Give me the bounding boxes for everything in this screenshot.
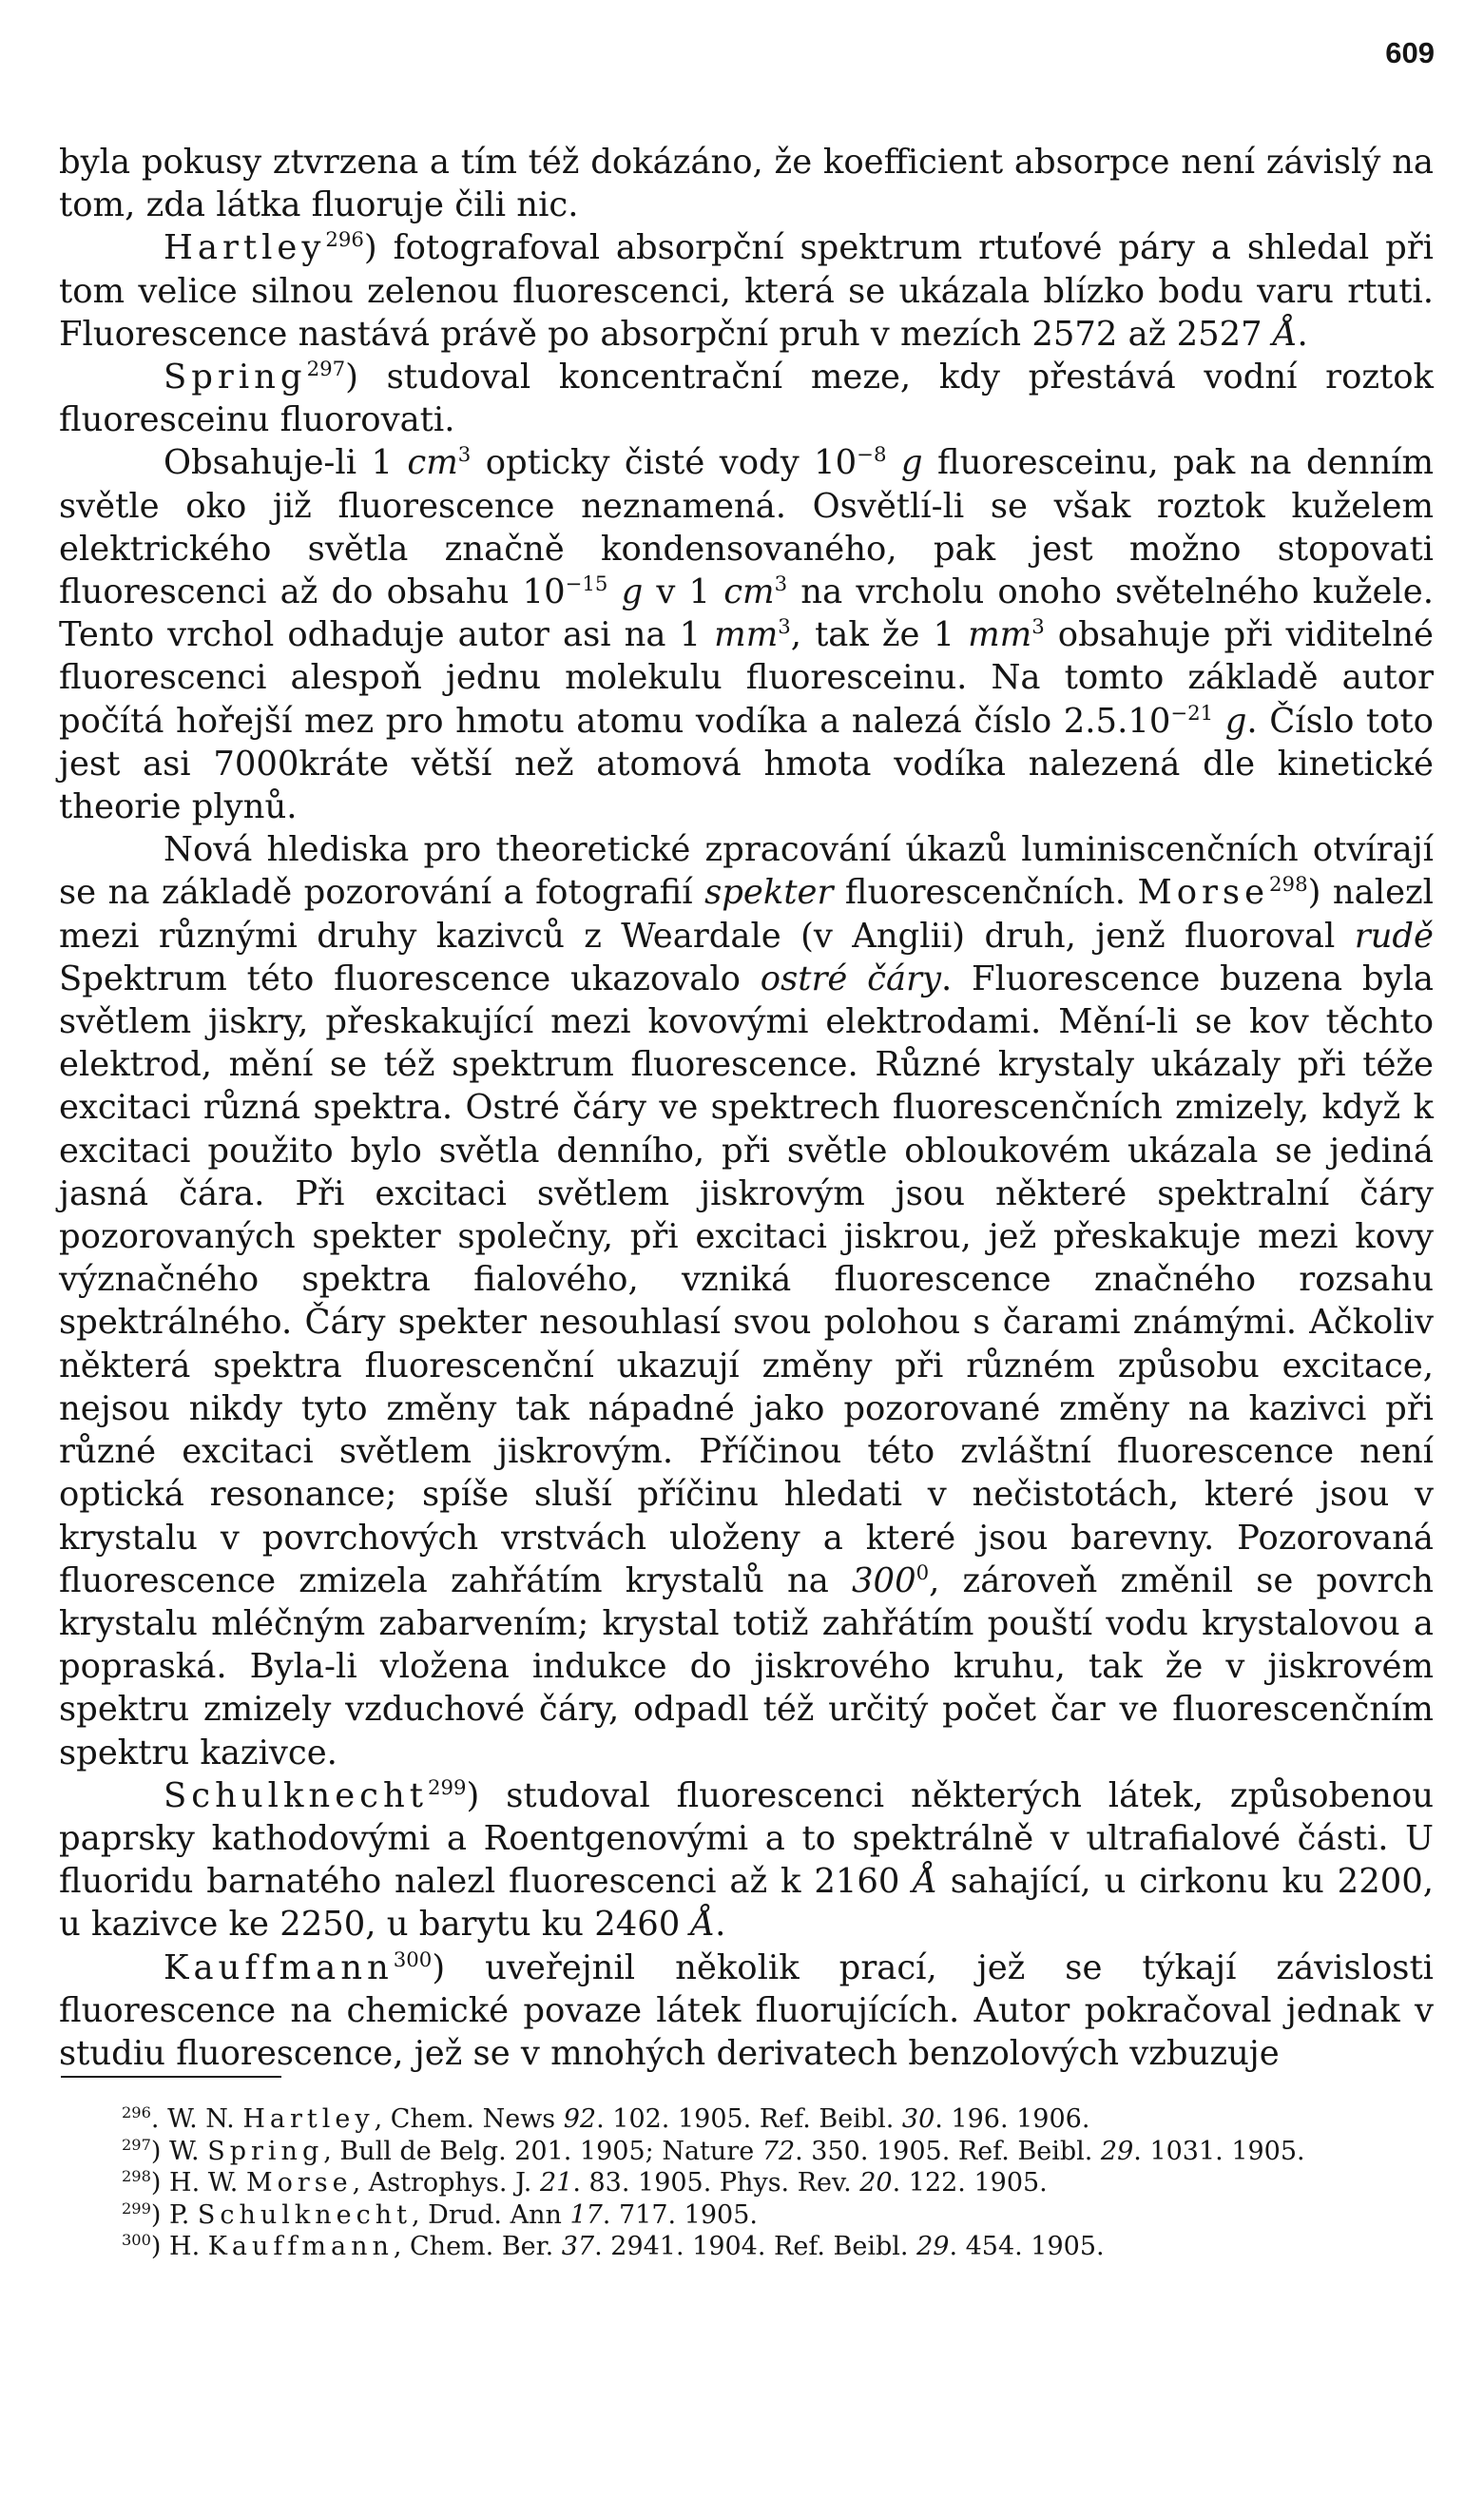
footnotes <box>59 2103 1434 2263</box>
footnote-text: . 83. 1905. Phys. Rev. <box>572 2168 860 2198</box>
author-name: Spring <box>207 2136 324 2166</box>
italic-text: mm <box>714 615 779 655</box>
footnote-text: , Astrophys. J. <box>352 2168 540 2198</box>
author-name: Hartley <box>242 2104 375 2134</box>
italic-text: g <box>900 443 923 483</box>
author-name: Hartley <box>164 228 326 268</box>
footnote-text: , Bull de Belg. 201. 1905; Nature <box>323 2136 762 2166</box>
paragraph-text: Obsahuje-li 1 <box>164 443 408 483</box>
paragraph-text: opticky čisté vody 10 <box>471 443 858 483</box>
superscript: 296 <box>325 228 364 253</box>
footnote-text: . 2941. 1904. Ref. Beibl. <box>594 2232 917 2261</box>
superscript: 3 <box>778 615 791 640</box>
paragraph-text: fluoresceinu, pak na denním světle oko již fluorescence neznamená. Osvětlí-li se však roztok kuželem elektrického světla značně kondensovaného, pak jest možno stopovati fluorescenci až do obsahu 10 <box>59 443 1435 612</box>
paragraph-text: . <box>1297 314 1308 354</box>
author-name: Kauffmann <box>207 2232 394 2261</box>
superscript: 299 <box>428 1775 467 1800</box>
paragraph-text: na vrcholu onoho světelného kužele. Tento vrchol odhaduje autor asi na 1 <box>59 572 1435 655</box>
footnote-text: , Chem. Ber. <box>393 2232 562 2261</box>
paragraph-text <box>886 443 900 482</box>
footnote-text: ) H. <box>150 2232 208 2261</box>
superscript: 3 <box>457 443 472 468</box>
paragraph-text: obsahuje při viditelné fluorescenci alespoň jednu molekulu fluoresceinu. Na tomto základě autor počítá hořejší mez pro hmotu atomu vodíka a nalezá číslo 2.5.10 <box>59 615 1434 741</box>
author-name: Schulknecht <box>197 2199 413 2230</box>
footnote-text: ) H. W. <box>150 2168 246 2198</box>
paragraph <box>59 1947 1434 2076</box>
italic-text: Å <box>690 1905 716 1945</box>
author-name: Morse <box>245 2168 353 2198</box>
superscript: 3 <box>774 572 788 597</box>
paragraph <box>59 226 1434 356</box>
footnote <box>59 2231 1434 2263</box>
page-number: 609 <box>1385 36 1435 69</box>
italic-text: 21 <box>539 2168 573 2198</box>
paragraph-text: ) uveřejnil několik prací, jež se týkají závislosti fluorescence na chemické povaze látek fluorujících. Autor pokračoval jednak v studiu fluorescence, jež se v mnohých derivatech benzolových vzbuzuje <box>59 1947 1434 2073</box>
footnote <box>59 2136 1434 2168</box>
superscript: 3 <box>1031 615 1045 640</box>
footnote-text: . 350. 1905. Ref. Beibl. <box>795 2136 1101 2166</box>
footnote <box>59 2103 1434 2136</box>
superscript: −21 <box>1170 701 1214 726</box>
italic-text: 92 <box>563 2104 597 2134</box>
footnote <box>59 2167 1434 2199</box>
paragraph-text: . <box>715 1905 726 1945</box>
paragraph <box>59 1774 1434 1947</box>
superscript: 299 <box>122 2198 151 2218</box>
superscript: 297 <box>306 358 346 382</box>
superscript: −8 <box>857 443 887 468</box>
paragraph-text: sahající, u cirkonu ku 2200, u kazivce ke 2250, u barytu ku 2460 <box>59 1862 1434 1945</box>
italic-text: 37 <box>561 2232 595 2261</box>
footnote-divider <box>61 2076 281 2078</box>
superscript: 298 <box>1269 873 1308 898</box>
superscript: 296 <box>122 2103 151 2121</box>
italic-text: 20 <box>859 2168 893 2198</box>
paragraph-text: v 1 <box>643 572 724 612</box>
italic-text: rudě <box>1354 916 1434 956</box>
italic-text: ostré čáry <box>760 959 941 998</box>
paragraph-text: byla pokusy ztvrzena a tím též dokázáno, že koefficient absorpce není závislý na tom, zda látka fluoruje čili nic. <box>59 143 1434 225</box>
paragraph-text: , zároveň změnil se povrch krystalu mléčným zabarvením; krystal totiž zahřátím pouští vodu krystalovou a popraská. Byla-li vložena indukce do jiskrového kruhu, tak že v jiskrovém spektru zmizely vzduchové čáry, odpadl též určitý počet čar ve fluorescenčním spektru kazivce. <box>59 1560 1434 1772</box>
paragraph <box>59 828 1434 1773</box>
italic-text: 17 <box>569 2199 603 2230</box>
footnote-text: . 717. 1905. <box>602 2199 758 2230</box>
italic-text: spekter <box>704 873 834 913</box>
footnote-text: ) P. <box>150 2199 198 2230</box>
footnote <box>59 2199 1434 2232</box>
paragraph-text: ) studoval fluorescenci některých látek, způsobenou paprsky kathodovými a Roentgenovými a to spektrálně v ultrafialové části. U fluoridu barnatého nalezl fluorescenci až k 2160 <box>59 1775 1434 1902</box>
paragraph-text: . Číslo toto jest asi 7000kráte větší než atomová hmota vodíka nalezená dle kinetické theorie plynů. <box>59 701 1434 827</box>
superscript: 300 <box>393 1947 433 1972</box>
italic-text: 300 <box>852 1560 916 1600</box>
paragraph-text: ) nalezl mezi různými druhy kazivců z Weardale (v Anglii) druh, jenž fluoroval <box>59 873 1434 956</box>
superscript: 300 <box>122 2231 151 2249</box>
superscript: 0 <box>915 1560 930 1585</box>
superscript: 297 <box>122 2135 151 2154</box>
paragraph <box>59 141 1434 226</box>
italic-text: 72 <box>761 2136 796 2166</box>
italic-text: g <box>1224 701 1247 741</box>
italic-text: cm <box>723 572 775 612</box>
italic-text: cm <box>407 443 458 483</box>
footnote-text: . 102. 1905. Ref. Beibl. <box>596 2104 902 2134</box>
italic-text: Å <box>913 1862 937 1902</box>
paragraph-text: Spektrum této fluorescence ukazovalo <box>59 959 761 998</box>
author-name: Schulknecht <box>164 1775 428 1815</box>
superscript: 298 <box>122 2167 151 2185</box>
paragraph-text <box>1213 702 1225 741</box>
paragraph-text <box>607 572 621 611</box>
footnote-text: . 1031. 1905. <box>1133 2136 1305 2166</box>
paragraph-text: ) fotografoval absorpční spektrum rtuťové páry a shledal při tom velice silnou zelenou fluorescenci, která se ukázala blízko bodu varu rtuti. Fluorescence nastává právě po absorpční pruh v mezích 2572 až 2527 <box>59 228 1434 354</box>
paragraph-text: Nová hlediska pro theoretické zpracování úkazů luminiscenčních otvírají se na základě pozorování a fotografií <box>59 830 1434 913</box>
author-name: Spring <box>164 358 307 397</box>
body-text <box>59 141 1434 2075</box>
footnote-text: , Chem. News <box>374 2104 564 2134</box>
italic-text: 30 <box>901 2104 935 2134</box>
italic-text: 29 <box>1100 2136 1134 2166</box>
italic-text: Å <box>1272 314 1298 354</box>
footnote-text: . 122. 1905. <box>892 2168 1048 2198</box>
footnote-text: ) W. <box>150 2136 208 2166</box>
footnote-text: . W. N. <box>150 2104 243 2134</box>
paragraph-text: fluorescenčních. <box>833 873 1138 913</box>
author-name: Kauffmann <box>164 1947 394 1987</box>
author-name: Morse <box>1137 873 1270 913</box>
footnote-text: , Drud. Ann <box>412 2199 570 2230</box>
italic-text: mm <box>968 615 1032 655</box>
italic-text: g <box>621 572 644 612</box>
paragraph-text: , tak že 1 <box>790 615 969 655</box>
paragraph <box>59 356 1434 441</box>
superscript: −15 <box>565 572 608 597</box>
footnote-text: . 196. 1906. <box>935 2104 1090 2134</box>
italic-text: 29 <box>916 2232 950 2261</box>
paragraph-text: ) studoval koncentrační meze, kdy přestává vodní roztok fluoresceinu fluorovati. <box>59 358 1434 440</box>
paragraph <box>59 441 1434 828</box>
footnote-text: . 454. 1905. <box>949 2232 1105 2261</box>
paragraph-text: . Fluorescence buzena byla světlem jiskry, přeskakující mezi kovovými elektrodami. Mění-li se kov těchto elektrod, mění se též spektrum fluorescence. Různé krystaly ukázaly při téže excitaci různá spektra. Ostré čáry ve spektrech fluorescenčních zmizely, když k excitaci použito bylo světla denního, při světle obloukovém ukázala se jediná jasná čára. Při excitaci světlem jiskrovým jsou některé spektralní čáry pozorovaných spekter společny, při excitaci jiskrou, jež přeskakuje mezi kovy význačného spektra fialového, vzniká fluorescence značného rozsahu spektrálného. Čáry spekter nesouhlasí svou polohou s čarami známými. Ačkoliv některá spektra fluorescenční ukazují změny při různém způsobu excitace, nejsou nikdy tyto změny tak nápadné jako pozorované změny na kazivci při různé excitaci světlem jiskrovým. Příčinou této zvláštní fluorescence není optická resonance; spíše sluší příčinu hledati v nečistotách, které jsou v krystalu v povrchových vrstvách uloženy a které jsou barevny. Pozorovaná fluorescence zmizela zahřátím krystalů na <box>59 959 1434 1600</box>
